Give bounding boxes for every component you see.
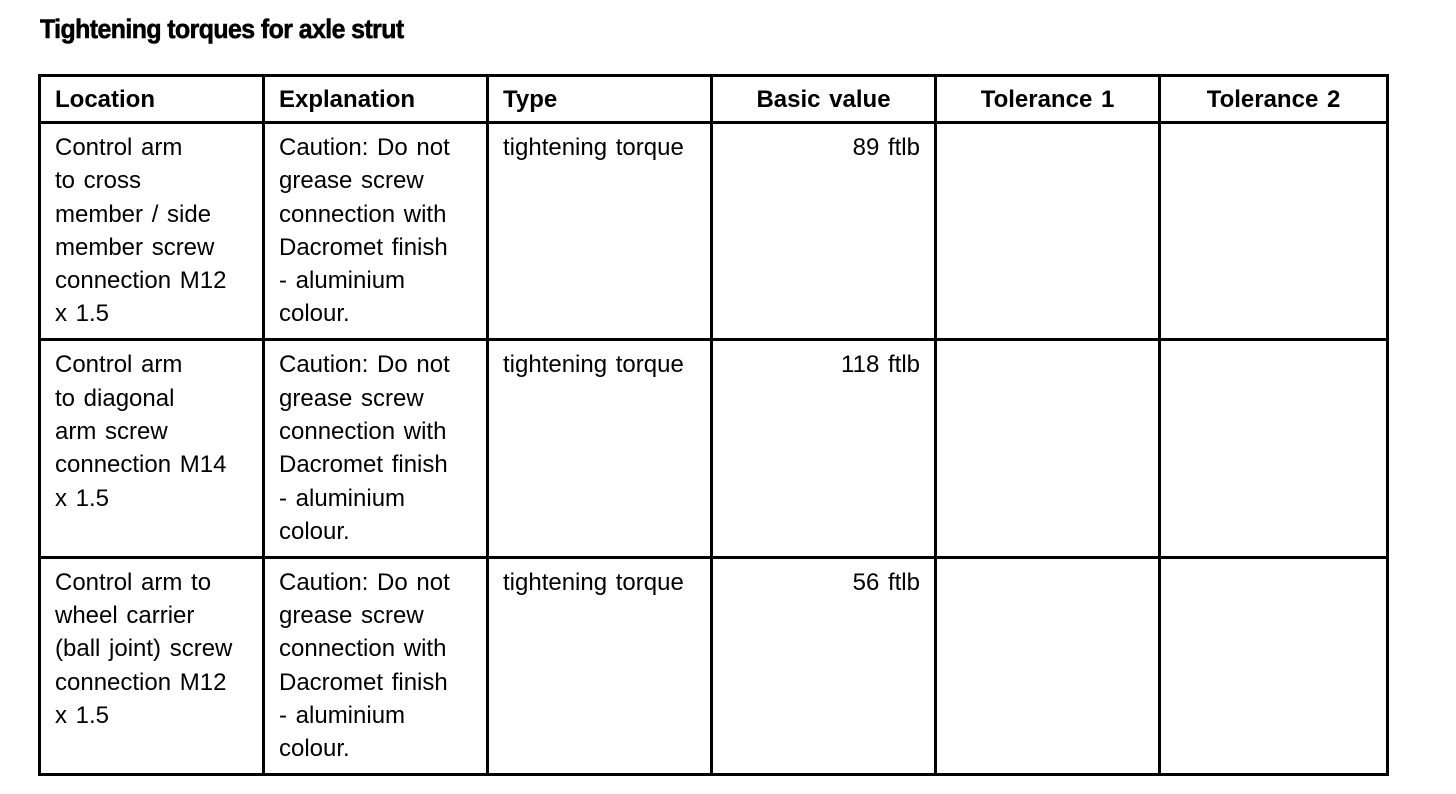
explanation-cell: Caution: Do not grease screw connection with Dacromet finish - aluminium colour. [264, 123, 488, 340]
tolerance-1-cell [936, 340, 1160, 557]
location-cell: Control arm to wheel carrier (ball joint) screw connection M12 x 1.5 [40, 557, 264, 774]
column-header-type: Type [488, 76, 712, 123]
page-title: Tightening torques for axle strut [40, 14, 404, 44]
tolerance-1-cell [936, 123, 1160, 340]
table-header-row [40, 76, 1388, 123]
torque-table [38, 74, 1389, 776]
type-cell: tightening torque [488, 557, 712, 774]
table-row [40, 557, 1388, 774]
basic-value-cell: 56 ftlb [712, 557, 936, 774]
column-header-tolerance-2: Tolerance 2 [1160, 76, 1388, 123]
table-row [40, 340, 1388, 557]
column-header-location: Location [40, 76, 264, 123]
tolerance-2-cell [1160, 123, 1388, 340]
location-cell: Control arm to diagonal arm screw connection M14 x 1.5 [40, 340, 264, 557]
location-cell: Control arm to cross member / side member screw connection M12 x 1.5 [40, 123, 264, 340]
type-cell: tightening torque [488, 123, 712, 340]
basic-value-cell: 89 ftlb [712, 123, 936, 340]
explanation-cell: Caution: Do not grease screw connection with Dacromet finish - aluminium colour. [264, 557, 488, 774]
basic-value-cell: 118 ftlb [712, 340, 936, 557]
column-header-explanation: Explanation [264, 76, 488, 123]
table-row [40, 123, 1388, 340]
tolerance-2-cell [1160, 557, 1388, 774]
tolerance-2-cell [1160, 340, 1388, 557]
type-cell: tightening torque [488, 340, 712, 557]
explanation-cell: Caution: Do not grease screw connection with Dacromet finish - aluminium colour. [264, 340, 488, 557]
tolerance-1-cell [936, 557, 1160, 774]
column-header-tolerance-1: Tolerance 1 [936, 76, 1160, 123]
column-header-basic-value: Basic value [712, 76, 936, 123]
